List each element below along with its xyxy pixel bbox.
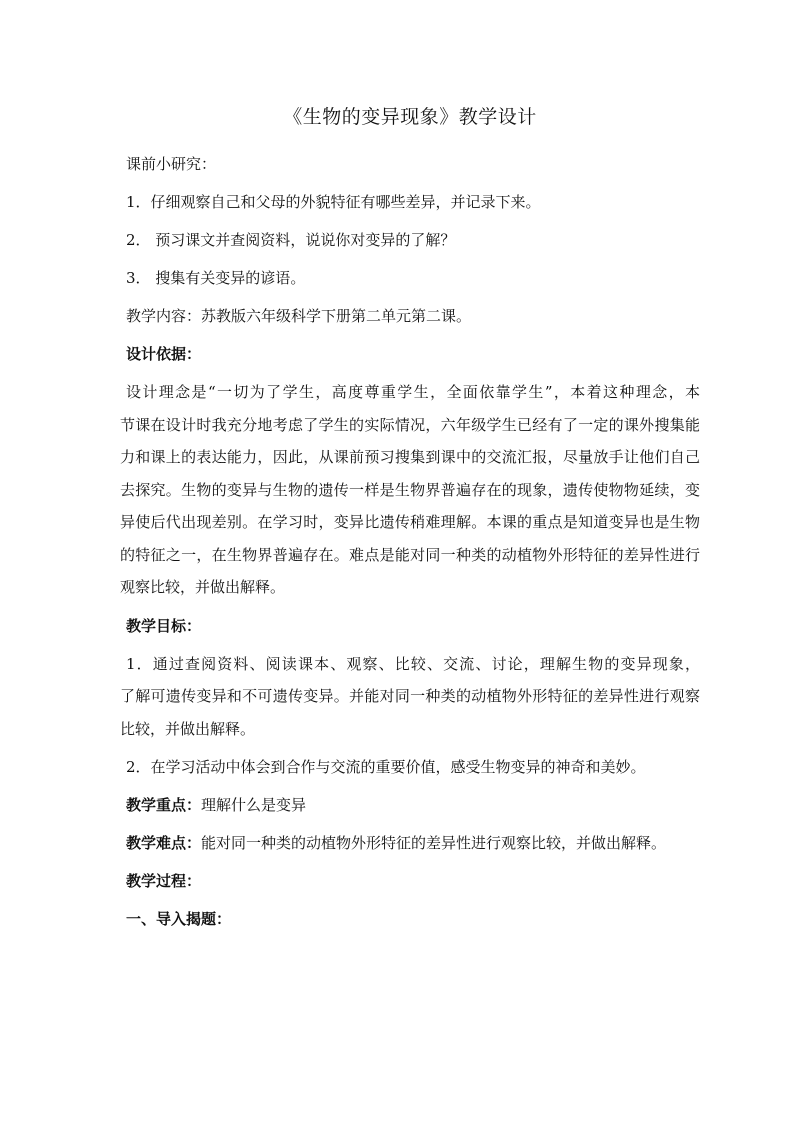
teaching-process-heading: 教学过程： <box>126 872 202 890</box>
design-basis-paragraph <box>120 373 700 607</box>
pre-study-item: 2． 预习课文并查阅资料，说说你对变异的了解？ <box>126 231 456 249</box>
pre-study-item: 3． 搜集有关变异的谚语。 <box>126 269 306 287</box>
document-content <box>120 103 700 938</box>
paragraph-line: 比较，并做出解释。 <box>120 719 256 738</box>
paragraph-line: 力和课上的表达能力，因此，从课前预习搜集到课中的交流汇报，尽量放手让他们自己 <box>120 448 700 466</box>
section-heading: 一、导入揭题： <box>126 910 232 928</box>
paragraph-line: 去探究。生物的变异与生物的遗传一样是生物界普遍存在的现象，遗传使物物延续，变 <box>120 480 700 499</box>
difficulty-label: 教学难点： <box>126 834 202 852</box>
design-basis-heading: 设计依据： <box>126 345 202 363</box>
pre-study-item: 1．仔细观察自己和父母的外貌特征有哪些差异，并记录下来。 <box>126 193 541 211</box>
paragraph-line: 设计理念是“一切为了学生，高度尊重学生，全面依靠学生”，本着这种理念，本 <box>126 383 700 401</box>
difficulty-line <box>120 824 700 862</box>
paragraph-line: 节课在设计时我充分地考虑了学生的实际情况，六年级学生已经有了一定的课外搜集能 <box>120 415 700 434</box>
paragraph-line: 的特征之一，在生物界普遍存在。难点是能对同一种类的动植物外形特征的差异性进行 <box>120 545 700 564</box>
pre-study-heading: 课前小研究： <box>126 155 217 173</box>
paragraph-line: 了解可遗传变异和不可遗传变异。并能对同一种类的动植物外形特征的差异性进行观察 <box>120 687 700 705</box>
key-point-text: 理解什么是变异 <box>201 796 307 814</box>
document-title: 《生物的变异现象》教学设计 <box>283 106 537 128</box>
paragraph-line: 观察比较，并做出解释。 <box>120 578 286 596</box>
difficulty-text: 能对同一种类的动植物外形特征的差异性进行观察比较，并做出解释。 <box>201 834 667 852</box>
teaching-goals-heading: 教学目标： <box>126 616 202 635</box>
teaching-content-line: 教学内容：苏教版六年级科学下册第二单元第二课。 <box>126 307 472 325</box>
teaching-goal-1 <box>120 645 700 749</box>
teaching-goal-2: 2．在学习活动中体会到合作与交流的重要价值，感受生物变异的神奇和美妙。 <box>126 758 646 776</box>
paragraph-line: 异使后代出现差别。在学习时，变异比遗传稍难理解。本课的重点是知道变异也是生物 <box>120 513 700 531</box>
paragraph-line: 1．通过查阅资料、阅读课本、观察、比较、交流、讨论，理解生物的变异现象， <box>126 654 700 673</box>
key-point-line <box>120 786 700 824</box>
key-point-label: 教学重点： <box>126 796 202 814</box>
